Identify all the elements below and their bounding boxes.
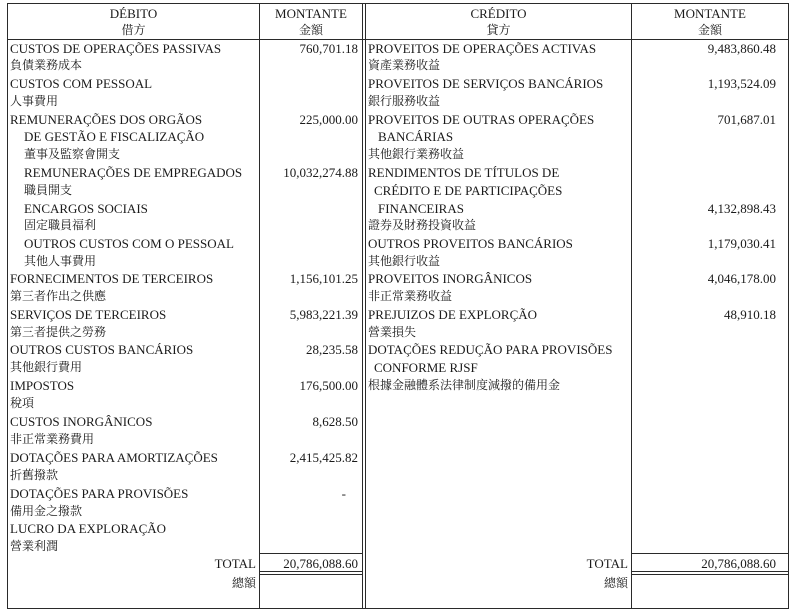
table-bottom-border xyxy=(7,608,789,609)
header-credit: CRÉDITO xyxy=(470,6,527,21)
debit-label-zh: 營業利潤 xyxy=(10,539,59,553)
debit-value: 1,156,101.25 xyxy=(289,271,358,286)
debit-label-zh: 第三者作出之供應 xyxy=(10,289,107,303)
debit-label-zh: 折舊撥款 xyxy=(10,468,59,482)
credit-label-line2: CONFORME RJSF xyxy=(374,360,478,375)
debit-label: ENCARGOS SOCIAIS xyxy=(24,201,148,216)
credit-value: 4,132,898.43 xyxy=(707,201,776,216)
debit-label: OUTROS CUSTOS BANCÁRIOS xyxy=(10,342,194,357)
credit-label: PROVEITOS DE SERVIÇOS BANCÁRIOS xyxy=(368,76,604,91)
credit-label-zh: 其他銀行收益 xyxy=(368,254,441,268)
debit-label-zh: 董事及監察會開支 xyxy=(24,147,121,161)
debit-label: LUCRO DA EXPLORAÇÃO xyxy=(10,521,167,536)
credit-value: 9,483,860.48 xyxy=(707,41,776,56)
credit-value: 4,046,178.00 xyxy=(707,271,776,286)
header-debit-zh: 借方 xyxy=(121,23,146,37)
debit-total-line-bottom xyxy=(259,574,363,575)
debit-value: 760,701.18 xyxy=(299,41,358,56)
debit-label: DOTAÇÕES PARA AMORTIZAÇÕES xyxy=(10,450,218,465)
header-amount-credit-zh: 金額 xyxy=(697,23,722,37)
debit-label: REMUNERAÇÕES DOS ORGÃOS xyxy=(10,112,203,127)
debit-label: CUSTOS INORGÂNICOS xyxy=(10,414,153,429)
debit-value: 10,032,274.88 xyxy=(283,165,358,180)
debit-total-value: 20,786,088.60 xyxy=(283,556,358,571)
debit-label: SERVIÇOS DE TERCEIROS xyxy=(10,307,167,322)
debit-label-zh: 其他人事費用 xyxy=(24,254,97,268)
debit-label-zh: 人事費用 xyxy=(10,94,59,108)
debit-value: 5,983,221.39 xyxy=(289,307,358,322)
credit-total-value: 20,786,088.60 xyxy=(701,556,776,571)
credit-label: OUTROS PROVEITOS BANCÁRIOS xyxy=(368,236,573,251)
credit-label: DOTAÇÕES REDUÇÃO PARA PROVISÕES xyxy=(368,342,613,357)
credit-label-zh: 營業損失 xyxy=(368,325,417,339)
debit-label: IMPOSTOS xyxy=(10,378,75,393)
credit-value: 1,179,030.41 xyxy=(707,236,776,251)
debit-total-label-zh: 總額 xyxy=(231,576,256,590)
credit-label-line2: CRÉDITO E DE PARTICIPAÇÕES xyxy=(374,183,563,198)
header-amount: MONTANTE xyxy=(275,6,347,21)
col-border-right xyxy=(788,3,789,609)
debit-label-zh: 負債業務成本 xyxy=(10,58,83,72)
debit-label: CUSTOS DE OPERAÇÕES PASSIVAS xyxy=(10,41,222,56)
debit-value: 176,500.00 xyxy=(299,378,358,393)
credit-label: RENDIMENTOS DE TÍTULOS DE xyxy=(368,165,560,180)
credit-value: 48,910.18 xyxy=(724,307,776,322)
credit-label: PROVEITOS DE OPERAÇÕES ACTIVAS xyxy=(368,41,597,56)
debit-label: DOTAÇÕES PARA PROVISÕES xyxy=(10,486,189,501)
debit-label-zh: 備用金之撥款 xyxy=(10,504,83,518)
credit-label-zh: 根據金融體系法律制度減撥的備用金 xyxy=(368,378,561,392)
debit-label-zh: 固定職員福利 xyxy=(24,218,97,232)
credit-label-zh: 證券及財務投資收益 xyxy=(368,218,477,232)
credit-label-line2: BANCÁRIAS xyxy=(378,129,454,144)
debit-label-zh: 稅項 xyxy=(10,396,35,410)
debit-label-zh: 其他銀行費用 xyxy=(10,360,83,374)
credit-total-label: TOTAL xyxy=(586,556,628,571)
credit-label-zh: 資產業務收益 xyxy=(368,58,441,72)
col-border-left xyxy=(7,3,8,609)
debit-label-line2: DE GESTÃO E FISCALIZAÇÃO xyxy=(24,129,205,144)
credit-label: PROVEITOS INORGÂNICOS xyxy=(368,271,533,286)
credit-label-line3: FINANCEIRAS xyxy=(378,201,464,216)
table-top-border xyxy=(7,3,789,4)
header-credit-zh: 貸方 xyxy=(486,23,511,37)
credit-total-label-zh: 總額 xyxy=(603,576,628,590)
header-amount-zh: 金額 xyxy=(298,23,323,37)
debit-value: 28,235.58 xyxy=(306,342,358,357)
debit-total-label: TOTAL xyxy=(214,556,256,571)
credit-label-zh: 其他銀行業務收益 xyxy=(368,147,465,161)
credit-label-zh: 非正常業務收益 xyxy=(368,289,453,303)
credit-value: 1,193,524.09 xyxy=(707,76,776,91)
debit-label: CUSTOS COM PESSOAL xyxy=(10,76,153,91)
col-border-mid xyxy=(362,3,363,609)
debit-label: OUTROS CUSTOS COM O PESSOAL xyxy=(24,236,234,251)
debit-total-line-top xyxy=(259,553,363,554)
credit-total-line-top xyxy=(631,553,789,554)
debit-value: - xyxy=(341,486,346,501)
credit-value: 701,687.01 xyxy=(717,112,776,127)
debit-label: FORNECIMENTOS DE TERCEIROS xyxy=(10,271,214,286)
credit-label: PROVEITOS DE OUTRAS OPERAÇÕES xyxy=(368,112,595,127)
debit-label-zh: 職員開支 xyxy=(24,183,73,197)
debit-label: REMUNERAÇÕES DE EMPREGADOS xyxy=(24,165,243,180)
col-border-mid2 xyxy=(365,3,366,609)
credit-label-zh: 銀行服務收益 xyxy=(368,94,441,108)
debit-value: 8,628.50 xyxy=(312,414,358,429)
debit-value: 2,415,425.82 xyxy=(289,450,358,465)
header-debit: DÉBITO xyxy=(109,6,158,21)
credit-total-line-bottom xyxy=(631,574,789,575)
header-amount-credit: MONTANTE xyxy=(674,6,746,21)
debit-value: 225,000.00 xyxy=(299,112,358,127)
credit-label: PREJUIZOS DE EXPLORÇÃO xyxy=(368,307,538,322)
debit-label-zh: 非正常業務費用 xyxy=(10,432,95,446)
debit-label-zh: 第三者提供之勞務 xyxy=(10,325,107,339)
